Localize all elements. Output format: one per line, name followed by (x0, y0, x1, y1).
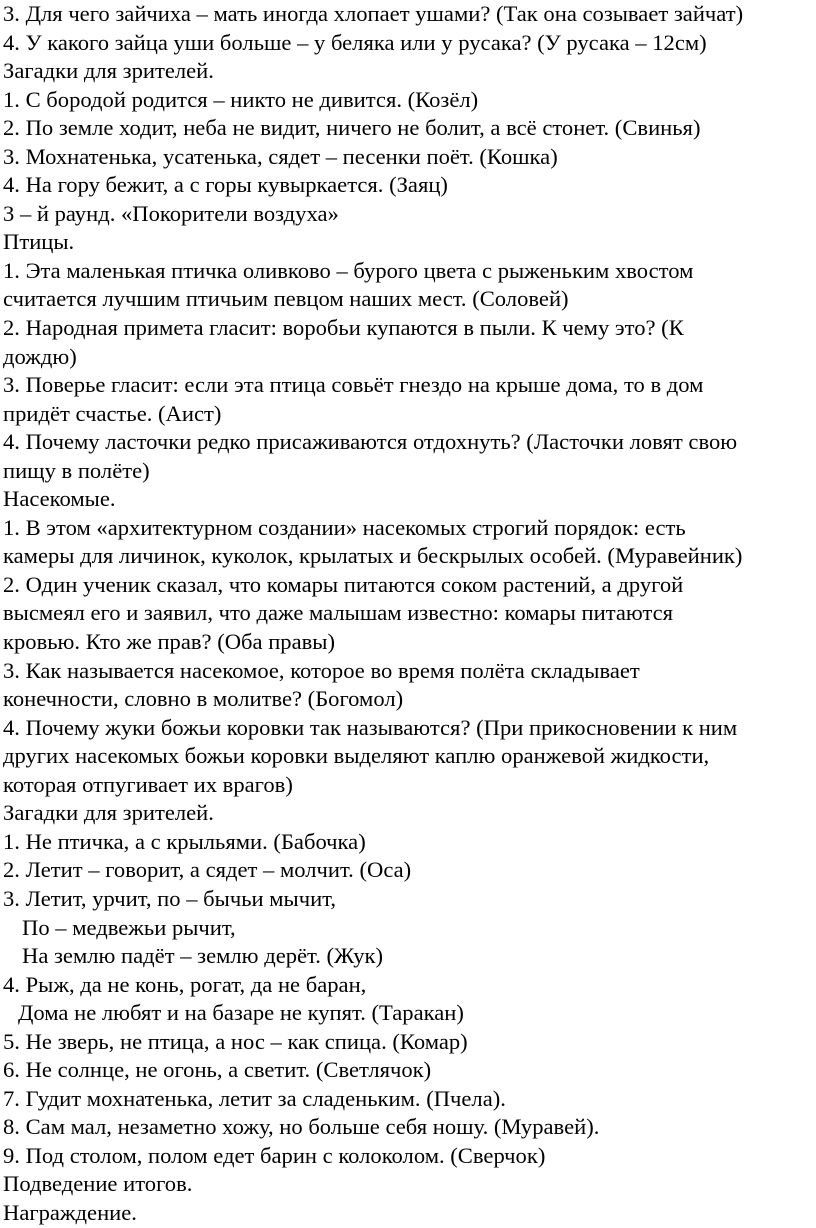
text-line: конечности, словно в молитве? (Богомол) (3, 686, 404, 712)
text-line: 1. С бородой родится – никто не дивится. (Козёл) (3, 86, 479, 112)
text-line: 3. Мохнатенька, усатенька, сядет – песенки поёт. (Кошка) (3, 143, 558, 169)
round-heading: 3 – й раунд. «Покорители воздуха» (3, 200, 339, 226)
text-line: 2. По земле ходит, неба не видит, ничего не болит, а всё стонет. (Свинья) (3, 115, 701, 141)
text-line: На землю падёт – землю дерёт. (Жук) (22, 943, 383, 969)
text-line: 8. Сам мал, незаметно хожу, но больше себя ношу. (Муравей). (3, 1114, 600, 1140)
text-line: 3. Поверье гласит: если эта птица совьёт гнездо на крыше дома, то в дом (3, 372, 704, 398)
text-line: По – медвежьи рычит, (22, 914, 236, 940)
text-line: 3. Как называется насекомое, которое во время полёта складывает (3, 657, 640, 683)
section-heading: Насекомые. (3, 486, 116, 512)
section-heading: Награждение. (3, 1199, 137, 1225)
text-line: 5. Не зверь, не птица, а нос – как спица. (Комар) (3, 1028, 468, 1054)
section-heading: Подведение итогов. (3, 1171, 193, 1197)
text-line: 9. Под столом, полом едет барин с колоколом. (Сверчок) (3, 1142, 546, 1168)
text-line: 1. Эта маленькая птичка оливково – бурого цвета с рыженьким хвостом (3, 257, 694, 283)
text-line: кровью. Кто же прав? (Оба правы) (3, 629, 335, 655)
text-line: 3. Летит, урчит, по – бычьи мычит, (3, 885, 337, 911)
text-line: пищу в полёте) (3, 457, 150, 483)
text-line: 2. Народная примета гласит: воробьи купаются в пыли. К чему это? (К (3, 315, 684, 341)
text-line: 1. Не птичка, а с крыльями. (Бабочка) (3, 828, 366, 854)
text-line: других насекомых божьи коровки выделяют каплю оранжевой жидкости, (3, 743, 710, 769)
text-line: высмеял его и заявил, что даже малышам известно: комары питаются (3, 600, 674, 626)
text-line: считается лучшим птичьим певцом наших мест. (Соловей) (3, 286, 569, 312)
text-line: 4. Рыж, да не конь, рогат, да не баран, (3, 971, 367, 997)
text-line: 4. Почему жуки божьи коровки так называются? (При прикосновении к ним (3, 714, 738, 740)
text-line: 1. В этом «архитектурном создании» насекомых строгий порядок: есть (3, 514, 686, 540)
text-line: дождю) (3, 343, 77, 369)
text-line: 2. Летит – говорит, а сядет – молчит. (Оса) (3, 857, 412, 883)
text-line: 4. У какого зайца уши больше – у беляка или у русака? (У русака – 12см) (3, 29, 707, 55)
text-line: придёт счастье. (Аист) (3, 400, 222, 426)
text-line: 7. Гудит мохнатенька, летит за сладеньким. (Пчела). (3, 1085, 506, 1111)
text-line: которая отпугивает их врагов) (3, 771, 293, 797)
section-heading: Загадки для зрителей. (3, 800, 214, 826)
text-line: 2. Один ученик сказал, что комары питаются соком растений, а другой (3, 571, 684, 597)
text-line: 3. Для чего зайчиха – мать иногда хлопает ушами? (Так она созывает зайчат) (3, 1, 744, 26)
text-line: 4. Почему ласточки редко присаживаются отдохнуть? (Ласточки ловят свою (3, 429, 738, 455)
text-line: 6. Не солнце, не огонь, а светит. (Светлячок) (3, 1057, 432, 1083)
section-heading: Птицы. (3, 229, 75, 255)
text-line: 4. На гору бежит, а с горы кувыркается. (Заяц) (3, 172, 448, 198)
section-heading: Загадки для зрителей. (3, 58, 214, 84)
text-line: Дома не любят и на базаре не купят. (Таракан) (18, 1000, 464, 1026)
text-line: камеры для личинок, куколок, крылатых и бескрылых особей. (Муравейник) (3, 543, 743, 569)
